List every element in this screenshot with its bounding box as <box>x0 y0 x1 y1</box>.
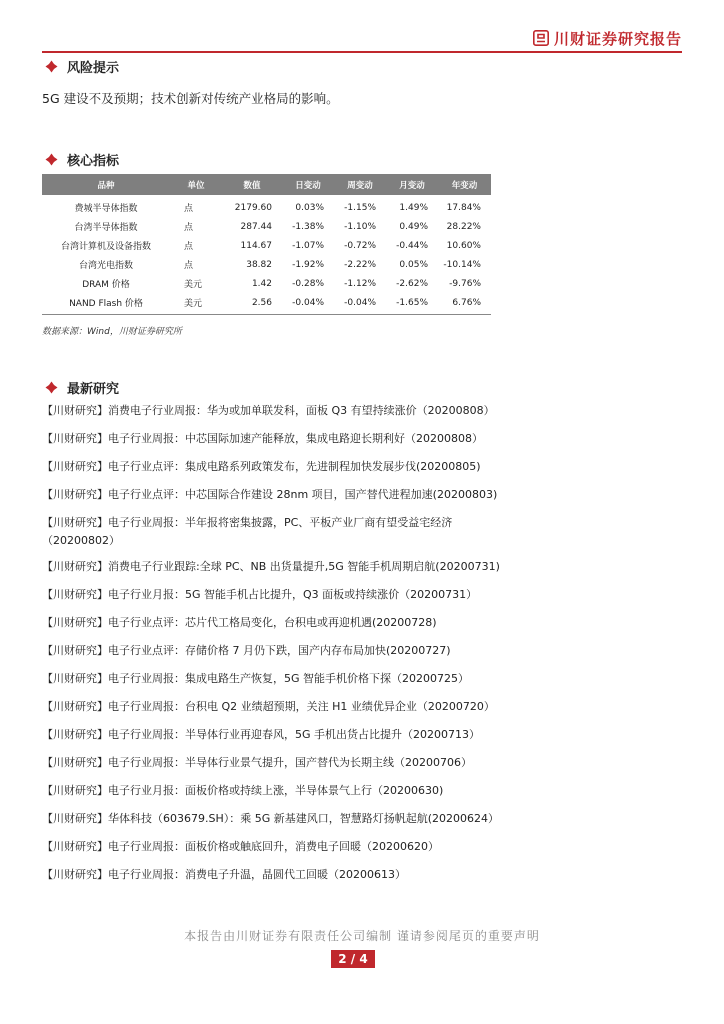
table-header-row <box>42 174 491 195</box>
brand-name: 川财证券研究报告 <box>553 29 682 48</box>
table-header-cell: 年变动 <box>438 174 491 195</box>
table-row <box>42 274 491 293</box>
table-cell: -2.22% <box>344 259 376 270</box>
table-header-cell: 品种 <box>42 174 170 195</box>
table-cell: 114.67 <box>240 240 272 251</box>
page-number-badge: 2 / 4 <box>331 950 375 968</box>
research-item[interactable]: 【川财研究】电子行业周报：面板价格或触底回升，消费电子回暖（20200620） <box>42 840 439 853</box>
table-cell: 0.49% <box>399 221 428 232</box>
table-cell: DRAM 价格 <box>82 280 130 290</box>
table-header-cell: 数值 <box>222 174 282 195</box>
research-item[interactable]: 【川财研究】电子行业点评：芯片代工格局变化，台积电或再迎机遇(20200728) <box>42 616 437 629</box>
section-title: 核心指标 <box>67 154 120 169</box>
table-cell: -1.38% <box>292 221 324 232</box>
diamond-bullet-icon <box>45 153 58 166</box>
table-cell: 美元 <box>184 280 203 290</box>
table-cell: 1.49% <box>399 202 428 213</box>
table-cell: 美元 <box>170 293 222 315</box>
table-cell: -1.10% <box>344 221 376 232</box>
research-item[interactable]: 【川财研究】消费电子行业跟踪:全球 PC、NB 出货量提升,5G 智能手机周期启航(20200731) <box>42 560 500 573</box>
research-item[interactable]: 【川财研究】华体科技（603679.SH）：乘 5G 新基建风口，智慧路灯扬帆起航(20200624） <box>42 812 500 825</box>
table-row <box>42 217 491 236</box>
table-cell: NAND Flash 价格 <box>42 293 170 315</box>
table-header-cell: 单位 <box>170 174 222 195</box>
table-cell: -1.12% <box>344 278 376 289</box>
diamond-bullet-icon <box>45 381 58 394</box>
table-cell: 28.22% <box>446 221 481 232</box>
table-cell: 0.05% <box>399 259 428 270</box>
table-cell: -9.76% <box>449 278 481 289</box>
data-source-note: 数据来源：Wind，川财证券研究所 <box>42 327 182 337</box>
table-cell: 点 <box>184 223 194 233</box>
diamond-bullet-icon <box>45 60 58 73</box>
table-header-cell: 日变动 <box>282 174 334 195</box>
table-cell: 10.60% <box>446 240 481 251</box>
research-item[interactable]: 【川财研究】电子行业周报：消费电子升温，晶圆代工回暖（20200613） <box>42 868 406 881</box>
table-cell: 287.44 <box>240 221 272 232</box>
header-divider <box>42 51 682 53</box>
table-cell: -0.72% <box>344 240 376 251</box>
table-row <box>42 293 491 315</box>
research-list <box>42 402 682 894</box>
table-cell: 1.42 <box>251 278 272 289</box>
table-cell: 台湾计算机及设备指数 <box>60 242 151 252</box>
footer-disclaimer: 本报告由川财证券有限责任公司编制 谨请参阅尾页的重要声明 <box>184 929 540 943</box>
table-cell: 2.56 <box>222 293 282 315</box>
brand-header <box>533 28 682 48</box>
research-item[interactable]: 【川财研究】电子行业周报：台积电 Q2 业绩超预期，关注 H1 业绩优异企业（20200720） <box>42 700 495 713</box>
table-cell: -0.04% <box>334 293 386 315</box>
table-cell: 17.84% <box>446 202 481 213</box>
research-item[interactable]: 【川财研究】电子行业周报：半年报将密集披露，PC、平板产业厂商有望受益宅经济（20200802） <box>42 516 453 547</box>
core-indicators-table <box>42 174 491 315</box>
table-cell: 点 <box>184 261 194 271</box>
section-title: 最新研究 <box>67 382 120 397</box>
table-cell: 点 <box>184 204 194 214</box>
table-cell: -1.65% <box>386 293 438 315</box>
risk-text: 5G 建设不及预期；技术创新对传统产业格局的影响。 <box>42 91 339 106</box>
section-risk-heading <box>45 57 119 76</box>
section-latest-heading <box>45 378 119 397</box>
table-cell: -10.14% <box>443 259 481 270</box>
table-row <box>42 255 491 274</box>
table-header-cell: 周变动 <box>334 174 386 195</box>
table-cell: -0.44% <box>396 240 428 251</box>
table-cell: -0.28% <box>292 278 324 289</box>
brand-logo-icon <box>533 30 549 46</box>
table-cell: -2.62% <box>396 278 428 289</box>
research-item[interactable]: 【川财研究】电子行业月报：5G 智能手机占比提升，Q3 面板或持续涨价（20200731） <box>42 588 478 601</box>
table-cell: 0.03% <box>295 202 324 213</box>
research-item[interactable]: 【川财研究】电子行业点评：存储价格 7 月仍下跌，国产内存布局加快(20200727) <box>42 644 451 657</box>
section-core-heading <box>45 150 119 169</box>
table-cell: 6.76% <box>438 293 491 315</box>
research-item[interactable]: 【川财研究】电子行业点评：集成电路系列政策发布，先进制程加快发展步伐(20200805) <box>42 460 481 473</box>
table-cell: -1.92% <box>292 259 324 270</box>
research-item[interactable]: 【川财研究】电子行业周报：半导体行业再迎春风，5G 手机出货占比提升（20200713） <box>42 728 481 741</box>
research-item[interactable]: 【川财研究】电子行业周报：中芯国际加速产能释放，集成电路迎长期利好（20200808） <box>42 432 483 445</box>
table-cell: 费城半导体指数 <box>74 204 138 214</box>
table-cell: -1.15% <box>344 202 376 213</box>
research-item[interactable]: 【川财研究】电子行业周报：集成电路生产恢复，5G 智能手机价格下探（20200725） <box>42 672 470 685</box>
table-row <box>42 236 491 255</box>
research-item[interactable]: 【川财研究】电子行业周报：半导体行业景气提升，国产替代为长期主线（20200706） <box>42 756 472 769</box>
table-cell: 38.82 <box>246 259 272 270</box>
section-title: 风险提示 <box>67 61 120 76</box>
table-header-cell: 月变动 <box>386 174 438 195</box>
research-item[interactable]: 【川财研究】电子行业月报：面板价格或持续上涨，半导体景气上行（20200630) <box>42 784 444 797</box>
table-cell: -0.04% <box>282 293 334 315</box>
table-row <box>42 195 491 217</box>
table-cell: -1.07% <box>292 240 324 251</box>
research-item[interactable]: 【川财研究】消费电子行业周报：华为或加单联发科，面板 Q3 有望持续涨价（20200808） <box>42 404 495 417</box>
research-item[interactable]: 【川财研究】电子行业点评：中芯国际合作建设 28nm 项目，国产替代进程加速(20200803) <box>42 488 498 501</box>
table-cell: 台湾半导体指数 <box>74 223 138 233</box>
table-cell: 台湾光电指数 <box>78 261 133 271</box>
table-cell: 点 <box>184 242 194 252</box>
table-cell: 2179.60 <box>234 202 272 213</box>
